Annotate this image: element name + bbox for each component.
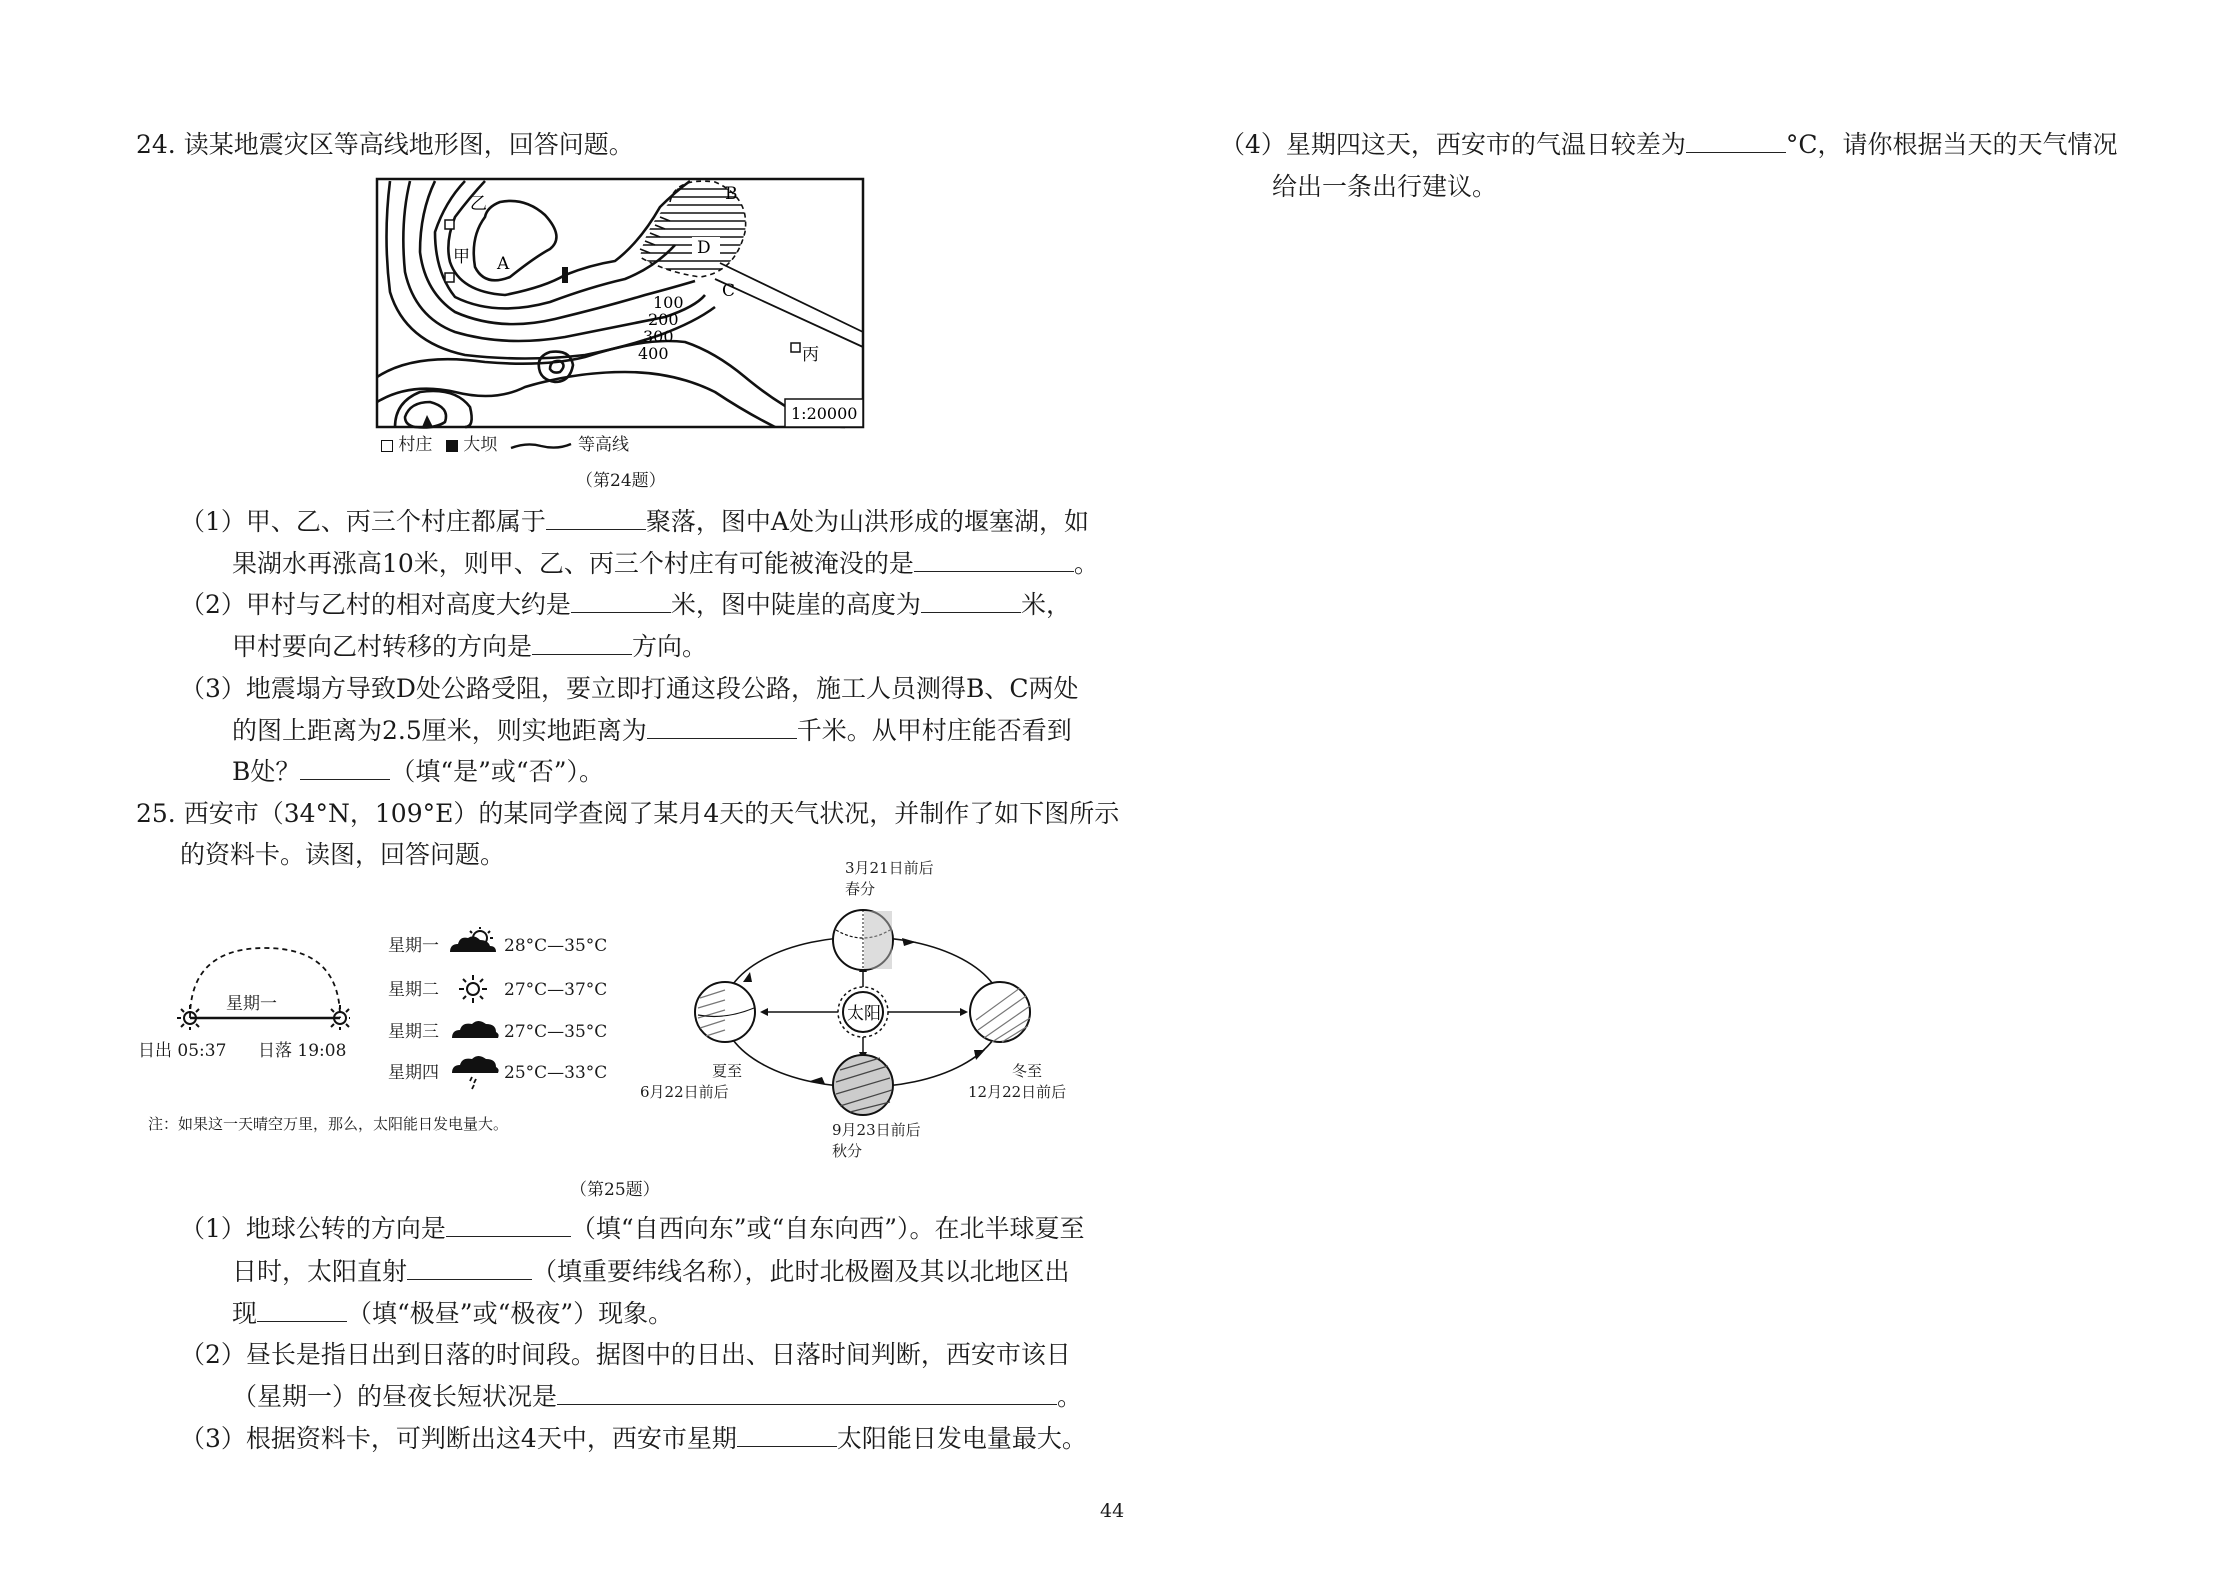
weather-day-2: 星期二 [388, 980, 439, 1000]
autumn-date: 9月23日前后 [832, 1121, 921, 1139]
answer-blank[interactable] [532, 632, 632, 655]
answer-blank[interactable] [571, 590, 671, 613]
q24-sub1-text-c: 果湖水再涨高10米，则甲、乙、丙三个村庄有可能被淹没的是 [232, 549, 914, 578]
weather-temp-2: 27°C—37°C [504, 980, 608, 1000]
cloudy-icon [450, 1016, 500, 1040]
q25-s2-line2 [232, 1380, 1082, 1414]
partly-cloudy-icon [448, 926, 500, 954]
q24-sub3-text-c: B处？ [232, 757, 301, 786]
sunny-icon [458, 974, 488, 1004]
sunrise-time: 日出 05:37 [138, 1041, 227, 1061]
map-label-D: D [697, 238, 711, 258]
q24-sub1-line2 [232, 547, 1099, 581]
contour-label-200: 200 [648, 310, 679, 329]
dam-legend-icon [446, 440, 458, 452]
map-label-jia: 甲 [453, 247, 470, 267]
map-label-C: C [722, 281, 736, 301]
weather-day-4: 星期四 [388, 1063, 439, 1083]
contour-legend-icon [509, 440, 573, 452]
map-scale: 1:20000 [791, 404, 858, 423]
village-bing-marker [791, 343, 800, 352]
sun-path-day-label: 星期一 [226, 994, 277, 1014]
q25-s3-line1 [180, 1422, 1087, 1456]
q24-sub2-text-e: 方向。 [632, 632, 708, 661]
winter-name: 冬至 [1012, 1062, 1043, 1080]
q24-title: 24. 读某地震灾区等高线地形图，回答问题。 [136, 130, 634, 159]
weather-day-3: 星期三 [388, 1022, 439, 1042]
winter-date: 12月22日前后 [968, 1083, 1067, 1101]
q24-sub1-text-b: 聚落，图中A处为山洪形成的堰塞湖，如 [645, 507, 1089, 536]
map-legend [381, 430, 629, 454]
contour-label-100: 100 [653, 293, 684, 312]
q25-s4-text-b: °C，请你根据当天的天气情况 [1785, 130, 2118, 159]
q25-s4-line1 [1220, 128, 2118, 162]
summer-name: 夏至 [712, 1062, 743, 1080]
village-jia-marker [445, 273, 454, 282]
q24-sub3-line2 [232, 714, 1072, 748]
sun-path-diagram [150, 940, 350, 1030]
q25-s1-line2 [232, 1255, 1070, 1289]
contour-map [375, 177, 865, 437]
map-label-bing: 丙 [802, 345, 819, 365]
q25-s2-text-b: 。 [1057, 1382, 1083, 1411]
legend-village: 村庄 [398, 435, 433, 455]
earth-autumn-icon [833, 1055, 893, 1115]
q24-sub3-text-d: （填“是”或“否”）。 [390, 757, 604, 786]
earth-summer-icon [695, 982, 755, 1042]
q25-s1-line3 [232, 1297, 673, 1331]
summer-date: 6月22日前后 [640, 1083, 729, 1101]
q25-s4-text-a: （4）星期四这天，西安市的气温日较差为 [1220, 130, 1686, 159]
sunset-time: 日落 19:08 [258, 1041, 347, 1061]
q24-sub2-text-b: 米，图中陡崖的高度为 [670, 590, 921, 619]
answer-blank[interactable] [1686, 130, 1786, 153]
answer-blank[interactable] [446, 1214, 571, 1237]
q24-sub3-text-b: 千米。从甲村庄能否看到 [796, 716, 1072, 745]
q24-sub2-text-c: 米， [1020, 590, 1071, 619]
weather-temp-4: 25°C—33°C [504, 1063, 608, 1083]
sun-label: 太阳 [847, 1004, 881, 1024]
q24-sub1-line1 [180, 505, 1089, 539]
answer-blank[interactable] [914, 549, 1074, 572]
map-label-yi: 乙 [470, 194, 487, 214]
q25-s1-text-c: 日时，太阳直射 [232, 1257, 408, 1286]
q25-s1-text-f: （填“极昼”或“极夜”）现象。 [347, 1299, 674, 1328]
q24-sub2-text-a: （2）甲村与乙村的相对高度大约是 [180, 590, 571, 619]
map-label-A: A [497, 254, 510, 274]
q24-sub3-text-a: 的图上距离为2.5厘米，则实地距离为 [232, 716, 647, 745]
q25-s3-text-a: （3）根据资料卡，可判断出这4天中，西安市星期 [180, 1424, 737, 1453]
q25-s2-text-a: （星期一）的昼夜长短状况是 [232, 1382, 558, 1411]
spring-date: 3月21日前后 [845, 859, 934, 877]
q25-s1-line1 [180, 1212, 1085, 1246]
earth-winter-icon [970, 982, 1030, 1042]
q25-s1-text-d: （填重要纬线名称），此时北极圈及其以北地区出 [532, 1257, 1070, 1286]
answer-blank[interactable] [546, 507, 646, 530]
answer-blank[interactable] [557, 1382, 1057, 1405]
answer-blank[interactable] [300, 757, 390, 780]
spring-name: 春分 [845, 880, 876, 898]
weather-temp-1: 28°C—35°C [504, 936, 608, 956]
legend-contour: 等高线 [578, 435, 630, 455]
q24-sub2-line2 [232, 630, 707, 664]
q25-title-line2: 的资料卡。读图，回答问题。 [180, 840, 506, 869]
answer-blank[interactable] [921, 590, 1021, 613]
answer-blank[interactable] [647, 716, 797, 739]
q25-s4-line2: 给出一条出行建议。 [1272, 172, 1498, 201]
q24-sub1-text-d: 。 [1073, 549, 1099, 578]
legend-dam: 大坝 [463, 435, 498, 455]
q24-sub3-line3 [232, 755, 604, 789]
q25-title-line1: 25. 西安市（34°N，109°E）的某同学查阅了某月4天的天气状况，并制作了如下图所示 [136, 799, 1120, 828]
earth-spring-icon [833, 910, 893, 970]
answer-blank[interactable] [257, 1299, 347, 1322]
autumn-name: 秋分 [832, 1142, 863, 1160]
contour-label-400: 400 [638, 344, 669, 363]
page-number: 44 [1100, 1500, 1125, 1522]
q24-sub2-line1 [180, 588, 1071, 622]
q24-sub1-text-a: （1）甲、乙、丙三个村庄都属于 [180, 507, 546, 536]
weather-day-1: 星期一 [388, 936, 439, 956]
q25-s2-line1: （2）昼长是指日出到日落的时间段。据图中的日出、日落时间判断，西安市该日 [180, 1340, 1071, 1369]
village-yi-marker [445, 220, 454, 229]
q25-s3-text-b: 太阳能日发电量最大。 [836, 1424, 1087, 1453]
rain-icon [450, 1053, 500, 1093]
village-legend-icon [381, 440, 393, 452]
answer-blank[interactable] [407, 1257, 532, 1280]
q24-sub2-text-d: 甲村要向乙村转移的方向是 [232, 632, 533, 661]
q25-caption: （第25题） [570, 1180, 660, 1200]
q25-s1-text-b: （填“自西向东”或“自东向西”）。在北半球夏至 [570, 1214, 1085, 1243]
q25-s1-text-e: 现 [232, 1299, 258, 1328]
answer-blank[interactable] [737, 1424, 837, 1447]
contour-label-300: 300 [643, 327, 674, 346]
q25-s1-text-a: （1）地球公转的方向是 [180, 1214, 446, 1243]
weather-temp-3: 27°C—35°C [504, 1022, 608, 1042]
q24-caption: （第24题） [576, 471, 666, 491]
map-label-B: B [725, 184, 738, 204]
card-note: 注：如果这一天晴空万里，那么，太阳能日发电量大。 [148, 1115, 509, 1133]
q24-sub3-line1: （3）地震塌方导致D处公路受阻，要立即打通这段公路，施工人员测得B、C两处 [180, 674, 1079, 703]
